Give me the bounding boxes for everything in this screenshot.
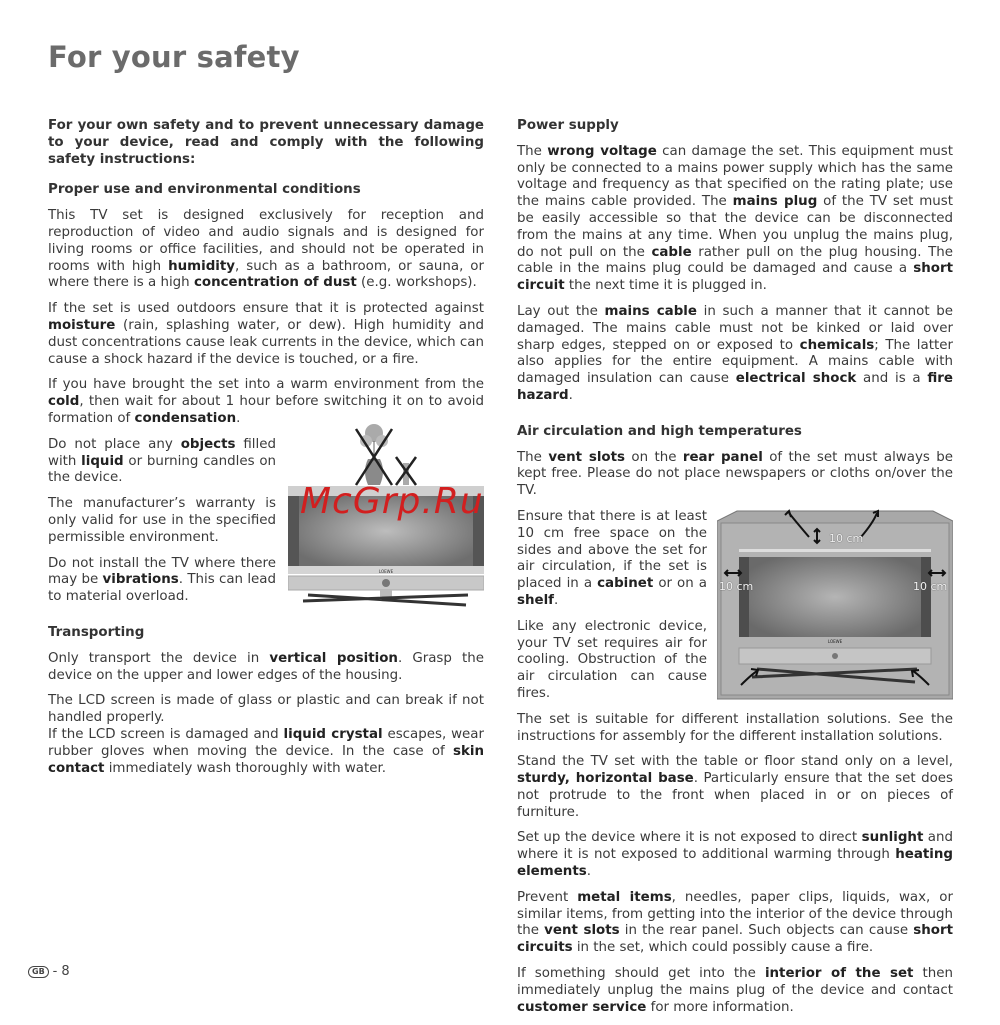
text-run: in the set, which could possibly cause a fire. [572, 940, 874, 956]
paragraph [517, 966, 953, 1016]
text-run: Do not install the TV where there may be [48, 555, 276, 588]
emphasis-text: skin contact [48, 743, 484, 776]
text-run: immediately wash thoroughly with water. [104, 760, 387, 776]
text-run: Lay out the [517, 303, 605, 319]
cabinet-ventilation-illustration [717, 509, 953, 705]
emphasis-text: humidity [168, 258, 236, 274]
emphasis-text: interior of the set [764, 966, 914, 982]
left-column [48, 118, 484, 786]
text-run: . This can lead to material overload. [48, 572, 276, 605]
section-heading: Proper use and environmental conditions [48, 182, 361, 198]
emphasis-text: sunlight [861, 830, 924, 846]
text-run: . [586, 864, 591, 880]
emphasis-text: condensation [134, 410, 237, 426]
text-run: , then wait for about 1 hour before switching it on to avoid formation of [48, 394, 484, 426]
paragraph [48, 651, 484, 685]
text-run: . [236, 410, 241, 426]
emphasis-text: cold [48, 394, 80, 410]
emphasis-text: electrical shock [735, 371, 857, 387]
page-title: For your safety [48, 40, 300, 74]
emphasis-text: vent slots [544, 923, 620, 939]
text-run: The LCD screen is made of glass or plastic and can break if not handled properly. [48, 693, 484, 726]
paragraph [48, 693, 484, 777]
emphasis-text: cabinet [597, 576, 654, 592]
section-heading: Transporting [48, 624, 145, 640]
emphasis-text: mains cable [604, 303, 697, 319]
text-run: , such as a bathroom, or sauna, or where there is a high [48, 258, 484, 291]
text-run: in such a manner that it cannot be damaged. The mains cable must not be kinked or laid over sharp edges, stepped on or exposed to [517, 303, 953, 353]
paragraph [517, 712, 953, 746]
text-run: of the set must always be kept free. Please do not place newspapers or cloths on/over the TV. [517, 449, 953, 499]
text-run: This TV set is designed exclusively for reception and reproduction of video and audio signals and is designed for living rooms or office facilities, and should not be operated in rooms with high [48, 208, 484, 274]
emphasis-text: rear panel [682, 449, 763, 465]
section-heading: Air circulation and high temperatures [517, 423, 802, 439]
paragraph [517, 304, 953, 405]
text-run: ; The latter also applies for the entire equipment. A mains cable with damaged insulation can cause [517, 337, 953, 387]
emphasis-text: moisture [48, 317, 116, 333]
text-run: If the set is used outdoors ensure that it is protected against [48, 301, 484, 317]
paragraph [48, 301, 484, 368]
country-badge: GB [28, 966, 49, 978]
text-run: Like any electronic device, your TV set requires air for cooling. Obstruction of the air circulation can cause fires. [517, 618, 707, 701]
section-heading: Power supply [517, 118, 619, 133]
text-run: of the TV set must be easily accessible so that the device can be disconnected from the mains at any time. When you unplug the mains plug, do not pull on the [517, 194, 954, 260]
text-run: . Particularly ensure that the set does not protrude to the front when placed in or on pieces of furniture. [517, 771, 953, 820]
watermark: McGrp.Ru [300, 481, 484, 522]
right-column [517, 118, 953, 1025]
emphasis-text: liquid [81, 453, 124, 469]
text-run: or burning candles on the device. [48, 453, 276, 486]
emphasis-text: vertical position [269, 650, 398, 666]
text-run: Ensure that there is at least 10 cm free space on the sides and above the set for air circulation, if the set is placed in a [517, 508, 707, 592]
clearance-label-top: 10 cm [829, 531, 864, 545]
text-run: If the LCD screen is damaged and [48, 726, 284, 742]
emphasis-text: objects [180, 436, 236, 452]
emphasis-text: concentration of dust [193, 275, 357, 291]
paragraph [517, 830, 953, 880]
text-run: . [554, 592, 559, 608]
emphasis-text: vibrations [102, 572, 179, 588]
text-run: Set up the device where it is not exposed to direct [517, 830, 862, 846]
emphasis-text: cable [651, 244, 692, 260]
text-run: and is a [856, 371, 928, 387]
clearance-label-right: 10 cm [913, 579, 948, 593]
emphasis-text: liquid crystal [283, 726, 383, 742]
text-run: Prevent [517, 889, 578, 905]
text-run: (e.g. workshops). [356, 275, 477, 291]
tv-brand-logo: LOEWE [378, 568, 394, 574]
text-run: rather pull on the plug housing. The cable in the mains plug could be damaged and cause a [517, 244, 953, 277]
tv-brand-logo: LOEWE [827, 638, 843, 644]
paragraph [517, 890, 953, 957]
text-run: can damage the set. This equipment must only be connected to a mains power supply which has the same voltage and frequency as that specified on the rating plate; use the mains cable provided. The [517, 143, 953, 210]
clearance-label-left: 10 cm [719, 579, 754, 593]
text-run: The [517, 449, 549, 465]
text-run: If you have brought the set into a warm environment from the [48, 377, 484, 393]
emphasis-text: customer service [517, 999, 647, 1015]
text-run: Stand the TV set with the table or floor stand only on a level, [517, 754, 953, 770]
text-run: The manufacturer’s warranty is only valid for use in the specified permissible environment. [48, 496, 276, 545]
text-run: If something should get into the [517, 966, 765, 982]
page-footer [28, 964, 70, 979]
paragraph [517, 754, 953, 821]
text-run: , needles, paper clips, liquids, wax, or similar items, from getting into the interior of the device through the [517, 889, 953, 939]
paragraph [517, 450, 953, 500]
paragraph [48, 208, 484, 292]
emphasis-text: fire hazard [517, 371, 953, 403]
emphasis-text: sturdy, horizontal base [517, 771, 694, 787]
text-run: Do not place any [48, 436, 181, 452]
intro-paragraph [48, 118, 484, 168]
text-run: filled with [48, 436, 276, 469]
emphasis-text: heating elements [517, 847, 953, 880]
footer-separator: - [52, 964, 58, 979]
text-run: The [517, 143, 548, 159]
emphasis-text: wrong voltage [547, 143, 657, 159]
text-run: . [568, 387, 573, 403]
text-run: or on a [653, 576, 707, 592]
emphasis-text: short circuits [517, 923, 953, 956]
text-run: For your own safety and to prevent unnecessary damage to your device, read and comply with the following safety instructions: [48, 118, 484, 167]
text-run: . Grasp the device on the upper and lower edges of the housing. [48, 650, 484, 683]
page-number: 8 [61, 964, 70, 979]
emphasis-text: chemicals [799, 337, 875, 353]
text-run: for more information. [646, 999, 794, 1015]
emphasis-text: vent slots [548, 449, 625, 465]
text-run: escapes, wear rubber gloves when moving the device. In the case of [48, 726, 484, 759]
text-run: and where it is not exposed to additional warming through [517, 830, 953, 863]
spacer [48, 615, 484, 625]
vase-icon [360, 424, 388, 485]
emphasis-text: short circuit [517, 261, 953, 294]
emphasis-text: shelf [517, 592, 555, 608]
text-run: The set is suitable for different installation solutions. See the instructions for assembly for the different installation solutions. [517, 711, 953, 744]
paragraph [517, 144, 953, 295]
text-run: the next time it is plugged in. [564, 278, 767, 294]
spacer [517, 414, 953, 424]
text-run: in the rear panel. Such objects can cause [619, 923, 914, 939]
emphasis-text: mains plug [732, 194, 818, 210]
text-run: Only transport the device in [48, 650, 270, 666]
emphasis-text: metal items [577, 889, 672, 905]
text-run: then immediately unplug the mains plug of the device and contact [517, 966, 953, 998]
text-run: on the [625, 449, 683, 465]
text-run: (rain, splashing water, or dew). High humidity and dust concentrations cause leak currents in the device, which can cause a shock hazard if the device is touched, or a fire. [48, 317, 484, 367]
